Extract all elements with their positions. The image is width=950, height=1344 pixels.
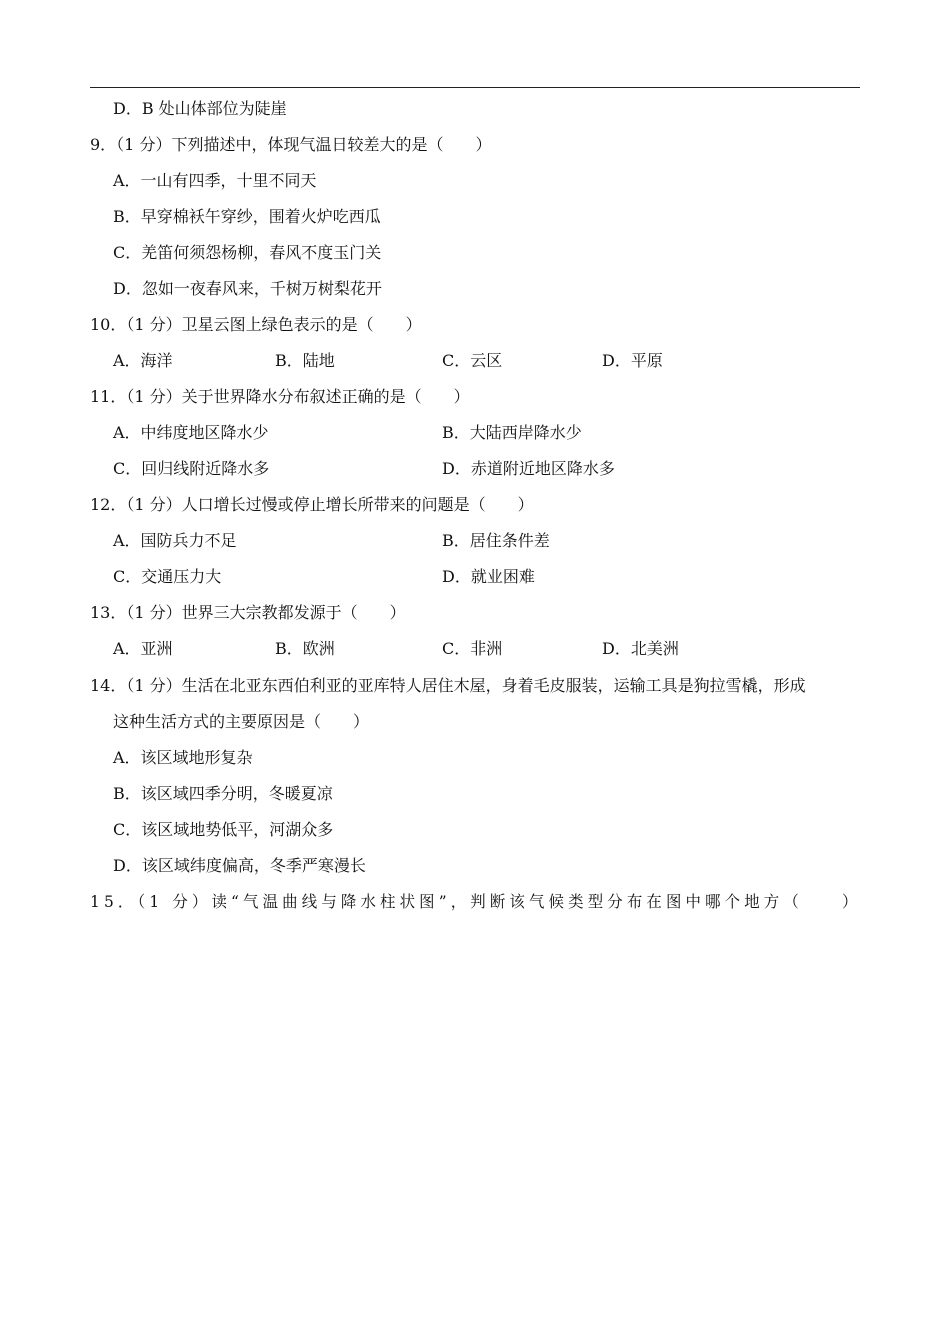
q13-stem: 13．（1 分）世界三大宗教都发源于（ ） xyxy=(90,603,406,622)
q9-option-d: D．忽如一夜春风来，千树万树梨花开 xyxy=(113,279,382,298)
q10-stem: 10．（1 分）卫星云图上绿色表示的是（ ） xyxy=(90,315,422,334)
q13-option-c: C．非洲 xyxy=(442,639,503,658)
q12-option-d: D．就业困难 xyxy=(442,567,535,586)
q14-stem-line2: 这种生活方式的主要原因是（ ） xyxy=(113,712,370,731)
q13-option-b: B．欧洲 xyxy=(275,639,335,658)
q11-option-d: D．赤道附近地区降水多 xyxy=(442,459,615,478)
q10-option-a: A．海洋 xyxy=(113,351,173,370)
header-rule xyxy=(90,87,860,88)
q10-option-b: B．陆地 xyxy=(275,351,335,370)
q14-option-a: A．该区域地形复杂 xyxy=(113,748,253,767)
q13-option-d: D．北美洲 xyxy=(602,639,679,658)
q14-option-b: B．该区域四季分明，冬暖夏凉 xyxy=(113,784,333,803)
q12-option-a: A．国防兵力不足 xyxy=(113,531,237,550)
q10-option-d: D．平原 xyxy=(602,351,663,370)
q12-option-b: B．居住条件差 xyxy=(442,531,550,550)
q8-option-d: D．B 处山体部位为陡崖 xyxy=(113,99,287,118)
q14-stem-line1: 14．（1 分）生活在北亚东西伯利亚的亚库特人居住木屋，身着毛皮服装，运输工具是狗拉雪橇，形成 xyxy=(90,676,806,695)
q13-option-a: A．亚洲 xyxy=(113,639,173,658)
q11-option-c: C．回归线附近降水多 xyxy=(113,459,270,478)
q11-option-b: B．大陆西岸降水少 xyxy=(442,423,582,442)
q9-option-b: B．早穿棉袄午穿纱，围着火炉吃西瓜 xyxy=(113,207,381,226)
q9-option-c: C．羌笛何须怨杨柳，春风不度玉门关 xyxy=(113,243,382,262)
q15-stem: 15．（1 分）读“气温曲线与降水柱状图”，判断该气候类型分布在图中哪个地方（ ） xyxy=(90,892,862,911)
q14-option-d: D．该区域纬度偏高，冬季严寒漫长 xyxy=(113,856,366,875)
q12-stem: 12．（1 分）人口增长过慢或停止增长所带来的问题是（ ） xyxy=(90,495,534,514)
q9-option-a: A．一山有四季，十里不同天 xyxy=(113,171,317,190)
q10-option-c: C．云区 xyxy=(442,351,503,370)
q12-option-c: C．交通压力大 xyxy=(113,567,222,586)
q11-option-a: A．中纬度地区降水少 xyxy=(113,423,269,442)
q9-stem: 9．（1 分）下列描述中，体现气温日较差大的是（ ） xyxy=(90,135,492,154)
q14-option-c: C．该区域地势低平，河湖众多 xyxy=(113,820,334,839)
q11-stem: 11．（1 分）关于世界降水分布叙述正确的是（ ） xyxy=(90,387,470,406)
